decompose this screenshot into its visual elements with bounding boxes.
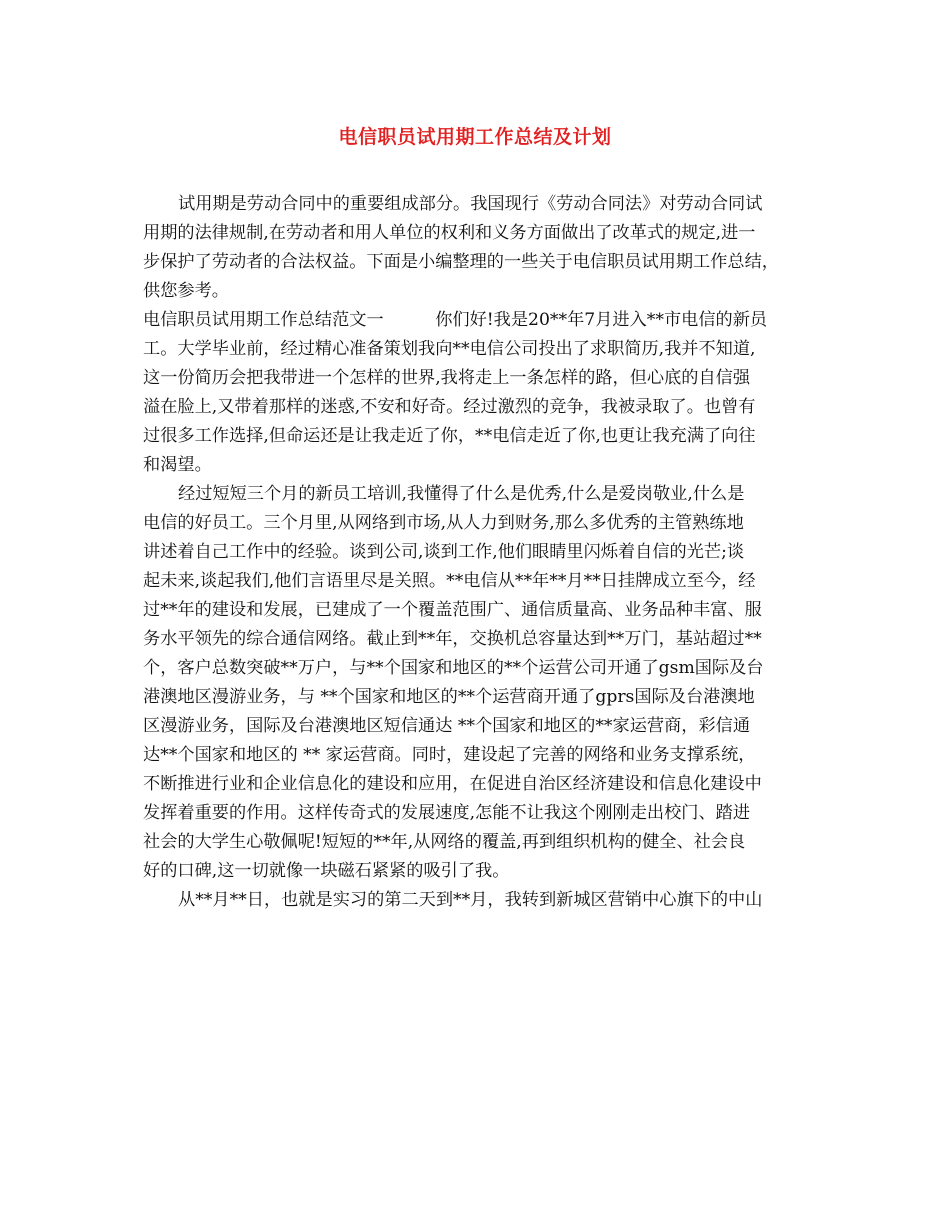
text-line: 试用期是劳动合同中的重要组成部分。我国现行《劳动合同法》对劳动合同试 xyxy=(178,194,763,214)
text-line: 讲述着自己工作中的经验。谈到公司,谈到工作,他们眼睛里闪烁着自信的光芒;谈 xyxy=(143,542,745,562)
text-line: 起未来,谈起我们,他们言语里尽是关照。**电信从**年**月**日挂牌成立至今，经 xyxy=(143,571,756,591)
text-line: 发挥着重要的作用。这样传奇式的发展速度,怎能不让我这个刚刚走出校门、踏进 xyxy=(143,803,751,823)
document-title: 电信职员试用期工作总结及计划 xyxy=(338,126,612,148)
text-line: 港澳地区漫游业务，与 **个国家和地区的**个运营商开通了gprs国际及台港澳地 xyxy=(143,687,755,707)
text-line: 好的口碑,这一切就像一块磁石紧紧的吸引了我。 xyxy=(143,861,510,881)
text-line: 经过短短三个月的新员工培训,我懂得了什么是优秀,什么是爱岗敬业,什么是 xyxy=(178,484,745,504)
text-line: 用期的法律规制,在劳动者和用人单位的权利和义务方面做出了改革式的规定,进一 xyxy=(143,223,756,243)
text-line: 电信的好员工。三个月里,从网络到市场,从人力到财务,那么多优秀的主管熟练地 xyxy=(143,513,744,533)
text-line: 工。大学毕业前，经过精心准备策划我向**电信公司投出了求职简历,我并不知道, xyxy=(143,339,756,359)
text-line: 从**月**日，也就是实习的第二天到**月，我转到新城区营销中心旗下的中山 xyxy=(178,890,763,910)
text-line: 和渴望。 xyxy=(143,455,212,475)
text-line: 不断推进行业和企业信息化的建设和应用，在促进自治区经济建设和信息化建设中 xyxy=(143,774,762,794)
document-body xyxy=(143,190,823,915)
text-line: 个，客户总数突破**万户，与**个国家和地区的**个运营公司开通了gsm国际及台 xyxy=(143,658,764,678)
text-line: 区漫游业务，国际及台港澳地区短信通达 **个国家和地区的**家运营商，彩信通 xyxy=(143,716,751,736)
text-line: 这一份简历会把我带进一个怎样的世界,我将走上一条怎样的路，但心底的自信强 xyxy=(143,368,751,388)
text-line: 过**年的建设和发展，已建成了一个覆盖范围广、通信质量高、业务品种丰富、服 xyxy=(143,600,762,620)
text-line: 过很多工作选择,但命运还是让我走近了你，**电信走近了你,也更让我充满了向往 xyxy=(143,426,756,446)
text-line: 务水平领先的综合通信网络。截止到**年，交换机总容量达到**万门，基站超过** xyxy=(143,629,762,649)
text-line: 步保护了劳动者的合法权益。下面是小编整理的一些关于电信职员试用期工作总结， xyxy=(143,252,779,272)
text-line: 社会的大学生心敬佩呢!短短的**年,从网络的覆盖,再到组织机构的健全、社会良 xyxy=(143,832,746,852)
text-line: 溢在脸上,又带着那样的迷惑,不安和好奇。经过激烈的竞争，我被录取了。也曾有 xyxy=(143,397,756,417)
text-line: 达**个国家和地区的 ** 家运营商。同时，建设起了完善的网络和业务支撑系统， xyxy=(143,745,756,765)
text-line: 电信职员试用期工作总结范文一 你们好!我是20**年7月进入**市电信的新员 xyxy=(143,310,768,330)
text-line: 供您参考。 xyxy=(143,281,229,301)
